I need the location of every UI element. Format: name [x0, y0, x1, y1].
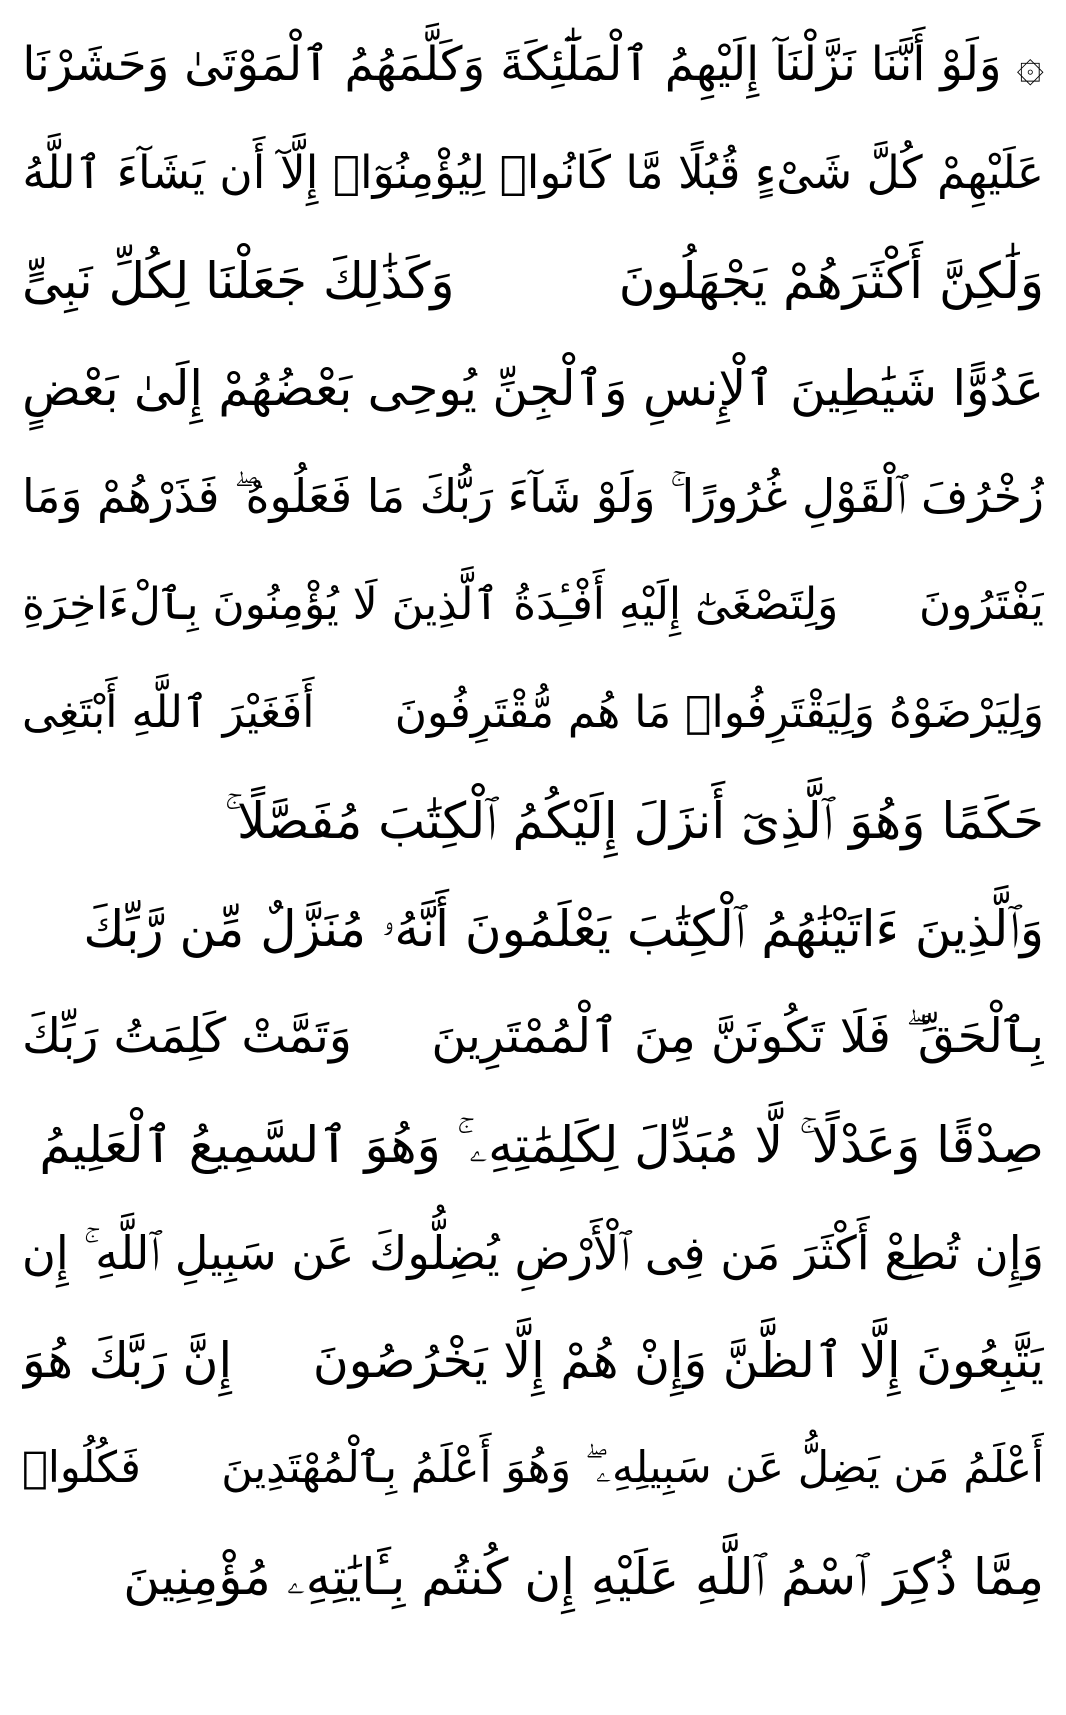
verse-text-second: وَلِتَصْغَىٰٓ إِلَيْهِ أَفْـِٔدَةُ ٱلَّذِينَ لَا يُؤْمِنُونَ بِٱلْءَاخِرَةِ — [22, 579, 839, 631]
verse-line-12 — [22, 1203, 1044, 1303]
verse-text-second: وَكَذَٰلِكَ جَعَلْنَا لِكُلِّ نَبِىٍّ — [22, 252, 455, 310]
verse-text-second: إِنَّ رَبَّكَ هُوَ — [22, 1331, 233, 1389]
verse-text-second: وَتَمَّتْ كَلِمَتُ رَبِّكَ — [22, 1009, 352, 1065]
verse-line-10 — [22, 987, 1044, 1087]
verse-line-5 — [22, 447, 1044, 547]
verse-line-2 — [22, 123, 1044, 223]
verse-text: وَإِن تُطِعْ أَكْثَرَ مَن فِى ٱلْأَرْضِ يُضِلُّوكَ عَن سَبِيلِ ٱللَّهِ ۚ إِن — [22, 1225, 1044, 1280]
verse-text: عَلَيْهِمْ كُلَّ شَىْءٍ قُبُلًا مَّا كَانُوا۟ لِيُؤْمِنُوٓا۟ إِلَّآ أَن يَشَآءَ ٱللَّهُ — [22, 146, 1044, 200]
verse-line-13 — [22, 1311, 1044, 1411]
verse-line-3 — [22, 231, 1044, 331]
verse-line-15 — [22, 1527, 1044, 1627]
verse-text: حَكَمًا وَهُوَ ٱلَّذِىٓ أَنزَلَ إِلَيْكُمُ ٱلْكِتَٰبَ مُفَصَّلًا ۚ — [224, 792, 1044, 850]
verse-text-first: يَفْتَرُونَ — [918, 579, 1044, 631]
verse-text: وَٱلَّذِينَ ءَاتَيْنَٰهُمُ ٱلْكِتَٰبَ يَعْلَمُونَ أَنَّهُۥ مُنَزَّلٌ مِّن رَّبِّكَ — [83, 900, 1044, 958]
verse-text: صِدْقًا وَعَدْلًا ۚ لَّا مُبَدِّلَ لِكَلِمَٰتِهِۦ ۚ وَهُوَ ٱلسَّمِيعُ ٱلْعَلِيمُ — [39, 1116, 1044, 1174]
verse-text-first: وَلَٰكِنَّ أَكْثَرَهُمْ يَجْهَلُونَ — [618, 252, 1044, 310]
verse-line-7 — [22, 663, 1044, 763]
verse-text-first: وَلِيَرْضَوْهُ وَلِيَقْتَرِفُوا۟ مَا هُم مُّقْتَرِفُونَ — [394, 687, 1044, 739]
verse-line-4 — [22, 339, 1044, 439]
verse-text-second: أَفَغَيْرَ ٱللَّهِ أَبْتَغِى — [22, 687, 315, 739]
verse-line-8 — [22, 771, 1044, 871]
verse-line-11 — [22, 1095, 1044, 1195]
verse-text: مِمَّا ذُكِرَ ٱسْمُ ٱللَّهِ عَلَيْهِ إِن كُنتُم بِـَٔايَٰتِهِۦ مُؤْمِنِينَ — [123, 1548, 1044, 1606]
verse-line-1 — [22, 15, 1044, 115]
verse-text: ۞ وَلَوْ أَنَّنَا نَزَّلْنَآ إِلَيْهِمُ ٱلْمَلَٰٓئِكَةَ وَكَلَّمَهُمُ ٱلْمَوْتَىٰ وَحَشَرْنَا — [22, 36, 1044, 92]
verse-text-second: فَكُلُوا۟ — [22, 1443, 141, 1494]
verse-text-first: يَتَّبِعُونَ إِلَّا ٱلظَّنَّ وَإِنْ هُمْ إِلَّا يَخْرُصُونَ — [312, 1331, 1044, 1389]
verse-line-9 — [22, 879, 1044, 979]
verse-line-6 — [22, 555, 1044, 655]
verse-text-first: أَعْلَمُ مَن يَضِلُّ عَن سَبِيلِهِۦ ۖ وَهُوَ أَعْلَمُ بِٱلْمُهْتَدِينَ — [221, 1443, 1044, 1494]
verse-text-first: بِٱلْحَقِّ ۖ فَلَا تَكُونَنَّ مِنَ ٱلْمُمْتَرِينَ — [431, 1009, 1044, 1065]
verse-line-14 — [22, 1419, 1044, 1519]
verse-text: عَدُوًّا شَيَٰطِينَ ٱلْإِنسِ وَٱلْجِنِّ يُوحِى بَعْضُهُمْ إِلَىٰ بَعْضٍ — [22, 360, 1044, 417]
verse-text: زُخْرُفَ ٱلْقَوْلِ غُرُورًا ۚ وَلَوْ شَآءَ رَبُّكَ مَا فَعَلُوهُ ۖ فَذَرْهُمْ وَمَا — [22, 470, 1044, 524]
